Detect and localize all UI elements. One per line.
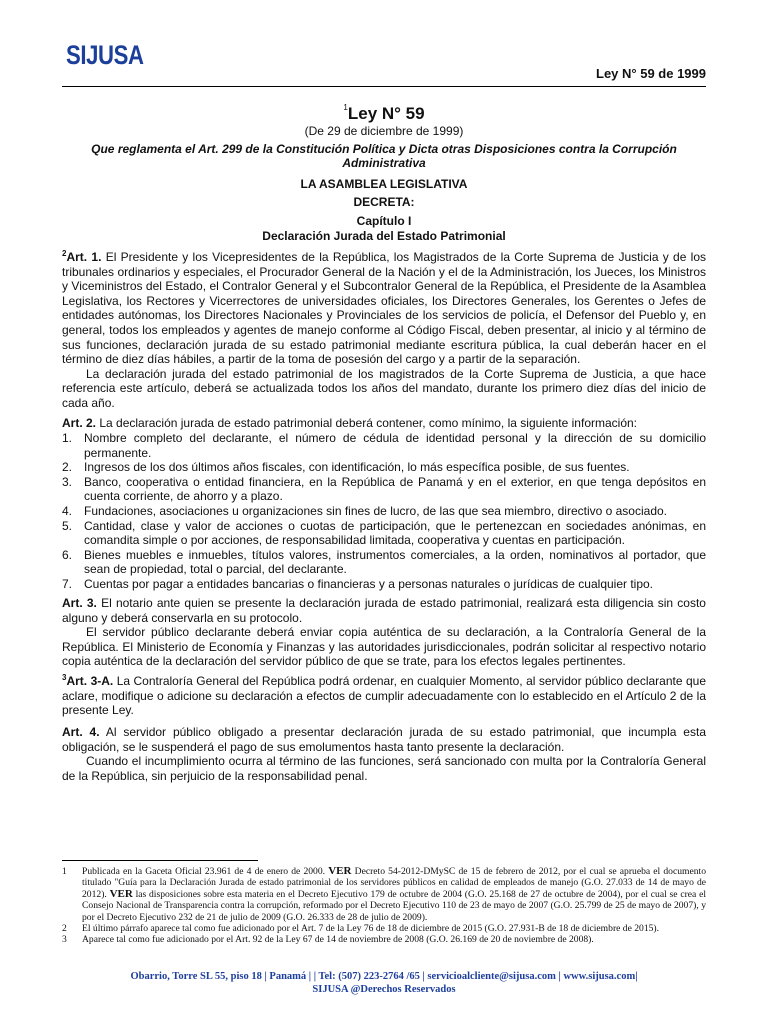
list-item	[62, 475, 706, 504]
assembly-heading: LA ASAMBLEA LEGISLATIVA	[300, 177, 468, 191]
article-label: Art. 4.	[62, 725, 100, 739]
footnote-marker[interactable]: 1	[343, 103, 348, 112]
header-divider	[62, 86, 706, 87]
list-item	[62, 431, 706, 460]
footnote-text: Aparece tal como fue adicionado por el Art. 92 de la Ley 67 de 14 de noviembre de 2008 (G.O. 26.169 de 20 de noviembre de 2008).	[82, 934, 594, 946]
article-label: Art. 1.	[66, 250, 102, 264]
list-number: 4.	[62, 503, 73, 518]
article-3-paragraph-2: El servidor público declarante deberá enviar copia auténtica de su declaración, a la Contraloría General de la República. El Ministerio de Economía y Finanzas y las autoridades jurisdiccionales, podrán solicitar al respectivo notario copia auténtica de la declaración del servidor público de que se trate, para los efectos legales pertinentes.	[62, 625, 706, 669]
footnote-text: El último párrafo aparece tal como fue adicionado por el Art. 7 de la Ley 76 de 18 de diciembre de 2015 (G.O. 27.931-B de 18 de diciembre de 2015).	[82, 923, 660, 935]
list-number: 7.	[62, 576, 73, 591]
footnote-divider	[62, 860, 258, 861]
footnote-marker[interactable]: 2	[62, 249, 67, 258]
footnote-2	[62, 923, 706, 934]
footnote-marker[interactable]: 3	[62, 673, 67, 682]
law-title	[0, 103, 768, 124]
footnote-number: 3	[62, 934, 67, 946]
article-3	[62, 596, 706, 669]
footnote-segment: las disposiciones sobre esta materia en el Decreto Ejecutivo 179 de octubre de 2004 (G.O. 25.168 de 27 de octubre de 2004), por el cual se crea el Consejo Nacional de Transparencia contra la corrupción, reformado por el Decreto Ejecutivo 110 de 23 de mayo de 2007 (G.O. 25.799 de 25 de mayo de 2007), y por el Decreto Ejecutivo 232 de 21 de julio de 2009 (G.O. 26.333 de 28 de julio de 2009).	[82, 888, 706, 923]
footnote-text	[82, 866, 706, 923]
article-3a	[62, 671, 706, 718]
see-label: VER	[109, 887, 133, 900]
chapter-name: Declaración Jurada del Estado Patrimonial	[262, 229, 506, 243]
list-text: Bienes muebles e inmuebles, títulos valores, instrumentos comerciales, a la orden, nominativos al portador, que sean de propiedad, total o parcial, del declarante.	[84, 547, 706, 577]
article-text: Al servidor público obligado a presentar declaración jurada de su estado patrimonial, que incumpla esta obligación, se le suspenderá el pago de sus emolumentos hasta tanto presente la declaración.	[62, 725, 706, 754]
list-item	[62, 548, 706, 577]
footer-rights: SIJUSA @Derechos Reservados	[312, 984, 456, 995]
footnote-segment: Publicada en la Gaceta Oficial 23.961 de 4 de enero de 2000.	[82, 866, 326, 877]
sijusa-logo: SIJUSA	[66, 40, 144, 70]
list-text: Nombre completo del declarante, el número de cédula de identidad personal y la dirección de su domicilio permanente.	[84, 431, 706, 460]
article-3-paragraph-1	[62, 596, 706, 625]
law-reference: Ley N° 59 de 1999	[596, 66, 706, 81]
article-label: Art. 3.	[62, 596, 97, 610]
list-text: Cuentas por pagar a entidades bancarias o financieras y a personas naturales o jurídicas de cualquier tipo.	[84, 576, 654, 591]
article-text: La Contraloría General del República podrá ordenar, en cualquier Momento, al servidor público declarante que aclare, modifique o adicione su declaración a efectos de cumplir adecuadamente con lo establecido en el Artículo 2 de la presente Ley.	[62, 674, 706, 718]
article-text: La declaración jurada de estado patrimonial deberá contener, como mínimo, la siguiente información:	[99, 416, 638, 430]
footer-contact[interactable]: Obarrio, Torre SL 55, piso 18 | Panamá | | Tel: (507) 223-2764 /65 | servicioalcliente@sijusa.com | www.sijusa.com|	[130, 971, 638, 982]
law-description: Que reglamenta el Art. 299 de la Constitución Política y Dicta otras Disposiciones contra la Corrupción Administrativa	[91, 142, 677, 170]
article-1-paragraph-2: La declaración jurada del estado patrimonial de los magistrados de la Corte Suprema de Justicia, a que hace referencia este artículo, deberá se actualizada todos los años del mandato, durante los primero diez días del inicio de cada año.	[62, 366, 706, 410]
footnotes	[62, 866, 706, 946]
list-text: Cantidad, clase y valor de acciones o cuotas de participación, que le pertenezcan en sociedades anónimas, en comandita simple o por acciones, de responsabilidad limitada, cooperativa y cuentas en participación.	[84, 518, 706, 548]
footnote-1	[62, 866, 706, 923]
list-item	[62, 504, 706, 519]
list-item	[62, 577, 706, 592]
footnote-3	[62, 934, 706, 945]
article-1	[62, 247, 706, 411]
list-text: Fundaciones, asociaciones u organizaciones sin fines de lucro, de las que sea miembro, directivo o asociado.	[84, 503, 667, 518]
article-4-paragraph-1	[62, 725, 706, 754]
law-title-text: Ley N° 59	[347, 104, 425, 123]
article-4	[62, 725, 706, 783]
chapter-heading: Capítulo I	[356, 214, 412, 228]
list-number: 3.	[62, 474, 73, 489]
list-number: 5.	[62, 518, 73, 533]
list-item	[62, 519, 706, 548]
list-item	[62, 460, 706, 475]
footnote-number: 1	[62, 866, 67, 877]
article-1-paragraph-1	[62, 247, 706, 367]
footnote-segment: Decreto 54-2012-DMySC de 15 de febrero de 2012, por el cual se aprueba el documento titulado "Guía para la Declaración Jurada de estado patrimonial de los servidores públicos en calidad de empleados de manejo (G.O. 27.033 de 14 de mayo de 2012).	[82, 866, 707, 900]
article-label: Art. 2.	[62, 416, 97, 430]
list-number: 6.	[62, 547, 73, 562]
article-text: El Presidente y los Vicepresidentes de la República, los Magistrados de la Corte Suprema de Justicia y de los tribunales ordinarios y especiales, el Procurador General de la Nación y el de la Administración, los Jueces, los Ministros y Viceministros del Estado, el Contralor General y el Subcontralor General de la República, el Presidente de la Asamblea Legislativa, los Rectores y Vicerrectores de universidades oficiales, los Directores Generales, los Gerentes o Jefes de entidades autónomas, los Directores Nacionales y Provinciales de los servicios de policía, el Defensor del Pueblo y, en general, todos los empleados y agentes de manejo conforme al Código Fiscal, deben presentar, al inicio y al término de sus funciones, declaración jurada de su estado patrimonial mediante escritura pública, la cual deberán hacer en el término de diez días hábiles, a partir de la toma de posesión del cargo y a partir de la separación.	[62, 250, 706, 367]
footnote-number: 2	[62, 923, 67, 935]
decreta-heading: DECRETA:	[353, 195, 415, 209]
article-2-list	[62, 431, 706, 592]
article-2-intro	[62, 416, 706, 431]
article-4-paragraph-2: Cuando el incumplimiento ocurra al término de las funciones, será sancionado con multa por la Contraloría General de la República, sin perjuicio de la responsabilidad penal.	[62, 754, 706, 783]
list-text: Ingresos de los dos últimos años fiscales, con identificación, lo más específica posible, de sus fuentes.	[84, 460, 630, 475]
article-label: Art. 3-A.	[66, 674, 114, 688]
see-label: VER	[328, 865, 352, 877]
law-date: (De 29 de diciembre de 1999)	[304, 124, 464, 138]
list-number: 2.	[62, 460, 73, 475]
list-text: Banco, cooperativa o entidad financiera, en la República de Panamá y en el exterior, en que tenga depósitos en cuenta corriente, de ahorro y a plazo.	[84, 474, 706, 504]
list-number: 1.	[62, 431, 73, 445]
article-text: El notario ante quien se presente la declaración jurada de estado patrimonial, realizará esta diligencia sin costo alguno y deberá conservarla en su protocolo.	[62, 596, 706, 625]
